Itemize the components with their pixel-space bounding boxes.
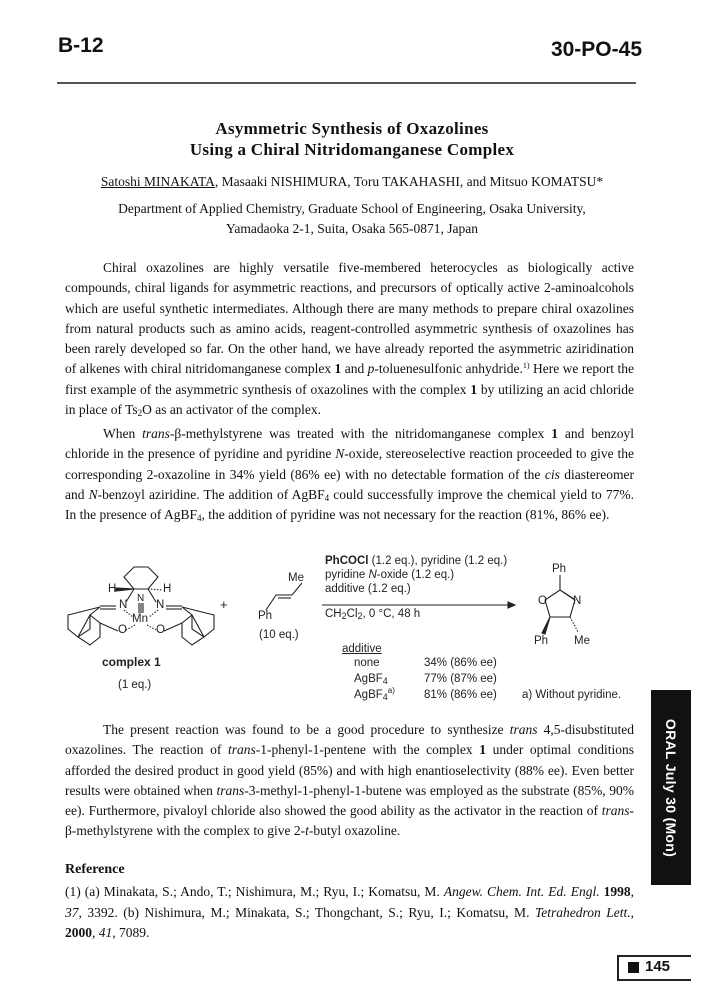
complex-label: complex 1	[102, 655, 161, 669]
additive-result: 77% (87% ee)	[424, 673, 497, 685]
session-code: B-12	[58, 34, 104, 57]
additive-name: AgBF$_4^{a)}$	[354, 686, 395, 702]
header-divider	[57, 82, 636, 84]
additive-table-header: additive	[342, 643, 382, 655]
references-list: (1) (a) Minakata, S.; Ando, T.; Nishimura, M.; Ryu, I.; Komatsu, M. Angew. Chem. Int. Ed. Engl. 1998, 37, 3392. (b) Nishimura, M.; Minakata, S.; Thongchant, S.; Ryu, I.; Komatsu, M. Tetrahedron Lett., 2000, 41, 7089.	[65, 884, 635, 940]
affiliation-line-1: Department of Applied Chemistry, Graduate School of Engineering, Osaka University,	[118, 201, 586, 216]
plus-sign: +	[220, 597, 228, 612]
paper-title	[0, 118, 704, 160]
substrate-me: Me	[288, 572, 304, 584]
reaction-conditions: $CH_2Cl_2$, 0 °C, 48 h	[325, 608, 421, 621]
title-line-2: Using a Chiral Nitridomanganese Complex	[189, 140, 515, 159]
substrate-structure	[266, 583, 302, 610]
left-benzene-ring	[68, 607, 100, 637]
product-ph-top: Ph	[552, 563, 567, 575]
references-heading: Reference	[65, 862, 125, 877]
atom-n-left: N	[119, 599, 128, 611]
product-atom-n: N	[573, 595, 582, 607]
page-number: 145	[645, 958, 671, 975]
wedge-bond	[116, 588, 134, 591]
atom-h-left: H	[108, 583, 117, 595]
title-line-1: Asymmetric Synthesis of Oxazolines	[215, 119, 489, 138]
co-authors: , Masaaki NISHIMURA, Toru TAKAHASHI, and Mitsuo KOMATSU*	[214, 174, 604, 189]
hash-bond	[148, 589, 162, 590]
atom-h-right: H	[163, 583, 172, 595]
side-tab-label: ORAL July 30 (Mon)	[663, 718, 679, 857]
affiliation	[0, 199, 704, 239]
substrate-equivalents: (10 eq.)	[259, 629, 299, 641]
atom-o-left: O	[118, 624, 127, 636]
authors	[0, 174, 704, 190]
additive-name: AgBF$_4$	[354, 673, 388, 686]
paragraph-scope: The present reaction was found to be a good procedure to synthesize trans 4,5-disubstituted oxazolines. The reaction of trans-1-phenyl-1-pentene with the complex 1 under optimal conditions afforded the desired product in good yield (85%) and with high enantioselectivity (88% ee). Even better results were obtained when trans-3-methyl-1-phenyl-1-butene was employed as the substrate (85%, 90% ee). Furthermore, pivaloyl chloride also showed the good ability as the activator in the reaction of trans-β-methylstyrene with the complex to give 2-t-butyl oxazoline.	[65, 722, 635, 839]
page-marker-square-icon	[628, 962, 639, 973]
right-benzene-ring	[182, 607, 214, 637]
additive-name: none	[354, 657, 380, 669]
oxazoline-ring	[545, 590, 575, 617]
atom-n-right: N	[156, 599, 165, 611]
product-hash-bond	[570, 617, 578, 632]
product-me: Me	[574, 635, 590, 647]
additive-result: 81% (86% ee)	[424, 689, 497, 701]
affiliation-line-2: Yamadaoka 2-1, Suita, Osaka 565-0871, Japan	[225, 221, 479, 236]
paper-code: 30-PO-45	[550, 38, 642, 61]
complex-equivalents: (1 eq.)	[118, 679, 152, 691]
paragraph-results: When trans-β-methylstyrene was treated with the nitridomanganese complex 1 and benzoyl chloride in the presence of pyridine and pyridine N-oxide, stereoselective reaction proceeded to give the corresponding 2-oxazoline in 34% yield (86% ee) with no detectable formation of the cis diastereomer and N-benzoyl aziridine. The addition of AgBF$_4$ could successfully improve the chemical yield to 77%. In the presence of AgBF$_4$, the addition of pyridine was not necessary for the reaction (81%, 86% ee).	[65, 426, 634, 524]
additive-result: 34% (86% ee)	[424, 657, 497, 669]
atom-o-right: O	[156, 624, 165, 636]
substrate-ph: Ph	[258, 610, 273, 622]
product-ph-bottom: Ph	[534, 635, 549, 647]
presenting-author: Satoshi MINAKATA	[100, 174, 215, 189]
reagent-line-3: additive (1.2 eq.)	[325, 583, 411, 595]
reagent-line-1: PhCOCl (1.2 eq.), pyridine (1.2 eq.)	[325, 555, 508, 567]
citation-ref: 1)	[522, 361, 530, 371]
product-atom-o: O	[538, 595, 547, 607]
paragraph-intro: Chiral oxazolines are highly versatile five-membered heterocycles as biologically active compounds, chiral ligands for asymmetric reactions, and precursors of optically active 2-aminoalcohols which are useful synthetic intermediates. Although there are many methods to prepare chiral oxazolines from natural products such as amino acids, reagent-controlled asymmetric synthesis of oxazolines has been rarely developed so far. On the other hand, we have already reported the asymmetric aziridination of alkenes with chiral nitridomanganese complex 1 and p-toluenesulfonic anhydride.$^{1)}$ Here we report the first example of the asymmetric synthesis of oxazolines with the complex 1 by utilizing an acid chloride in place of $Ts_2O$ as an activator of the complex.	[65, 260, 634, 419]
product-wedge-bond	[542, 617, 550, 634]
atom-n-nitrido: N	[137, 593, 145, 604]
session-side-tab	[651, 690, 691, 885]
cyclohexane-ring	[124, 567, 158, 589]
reagent-line-2: pyridine N-oxide (1.2 eq.)	[325, 569, 455, 581]
table-footnote: a) Without pyridine.	[522, 689, 622, 701]
atom-mn: Mn	[132, 613, 148, 625]
reaction-scheme	[60, 555, 640, 715]
